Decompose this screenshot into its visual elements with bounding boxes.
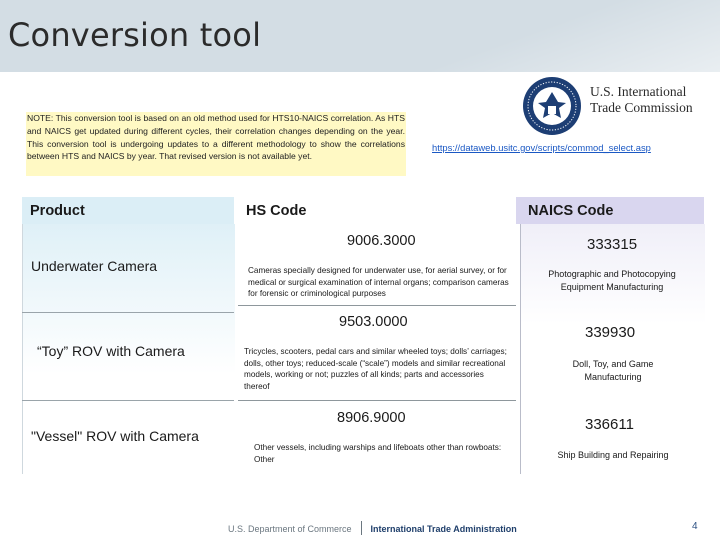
header-hs-code: HS Code [238, 197, 516, 224]
product-cell: “Toy” ROV with Camera [37, 343, 185, 359]
hs-divider [238, 400, 516, 401]
header-product: Product [22, 197, 234, 224]
agency-name [590, 84, 693, 116]
usitc-seal-icon [522, 76, 582, 136]
hs-divider [238, 305, 516, 306]
title-bar-shading [420, 0, 720, 72]
header-naics-code: NAICS Code [516, 197, 704, 224]
agency-line1: U.S. International [590, 84, 687, 99]
hs-description: Tricycles, scooters, pedal cars and similar wheeled toys; dolls’ carriages; dolls, other toys; reduced-scale (“scale”) models and similar recreational models, working or not; puzzles of all kinds; parts and accessories thereof [244, 347, 507, 391]
footer-dept: U.S. Department of Commerce [228, 524, 352, 534]
hs-code-cell: 9503.0000 [339, 314, 408, 330]
hs-description: Cameras specially designed for underwater use, for aerial survey, or for medical or surgical examination of internal organs; comparison cameras for forensic or criminological purposes [248, 266, 509, 298]
hs-code-cell: 9006.3000 [347, 233, 416, 249]
page-number: 4 [692, 521, 698, 532]
naics-description: Photographic and Photocopying Equipment Manufacturing [548, 269, 676, 292]
product-cell: Underwater Camera [31, 258, 158, 274]
hs-description: Other vessels, including warships and lifeboats other than rowboats: Other [254, 443, 502, 464]
naics-code-cell: 336611 [585, 416, 634, 433]
naics-description: Ship Building and Repairing [557, 450, 669, 460]
dataweb-link[interactable]: https://dataweb.usitc.gov/scripts/commod_select.asp [432, 142, 651, 153]
footer [228, 521, 517, 535]
naics-column [520, 224, 705, 474]
product-cell: "Vessel" ROV with Camera [31, 428, 199, 444]
product-divider [22, 312, 234, 313]
note-text: NOTE: This conversion tool is based on an old method used for HTS10-NAICS correlation. As HTS and NAICS get updated during different cycles, their correlation changes depending on the year. This conversion tool is undergoing updates to a different methodology to show the correlations between HTS and NAICS by year. That revised version is not available yet. [26, 112, 406, 176]
naics-description: Doll, Toy, and Game Manufacturing [572, 359, 654, 382]
naics-code-cell: 333315 [587, 236, 638, 253]
naics-code-cell: 339930 [585, 324, 636, 341]
page-title: Conversion tool [8, 16, 262, 54]
agency-line2: Trade Commission [590, 100, 693, 115]
footer-divider [361, 521, 362, 535]
product-divider [22, 400, 234, 401]
hs-code-cell: 8906.9000 [337, 410, 406, 426]
footer-ita: International Trade Administration [370, 524, 517, 534]
